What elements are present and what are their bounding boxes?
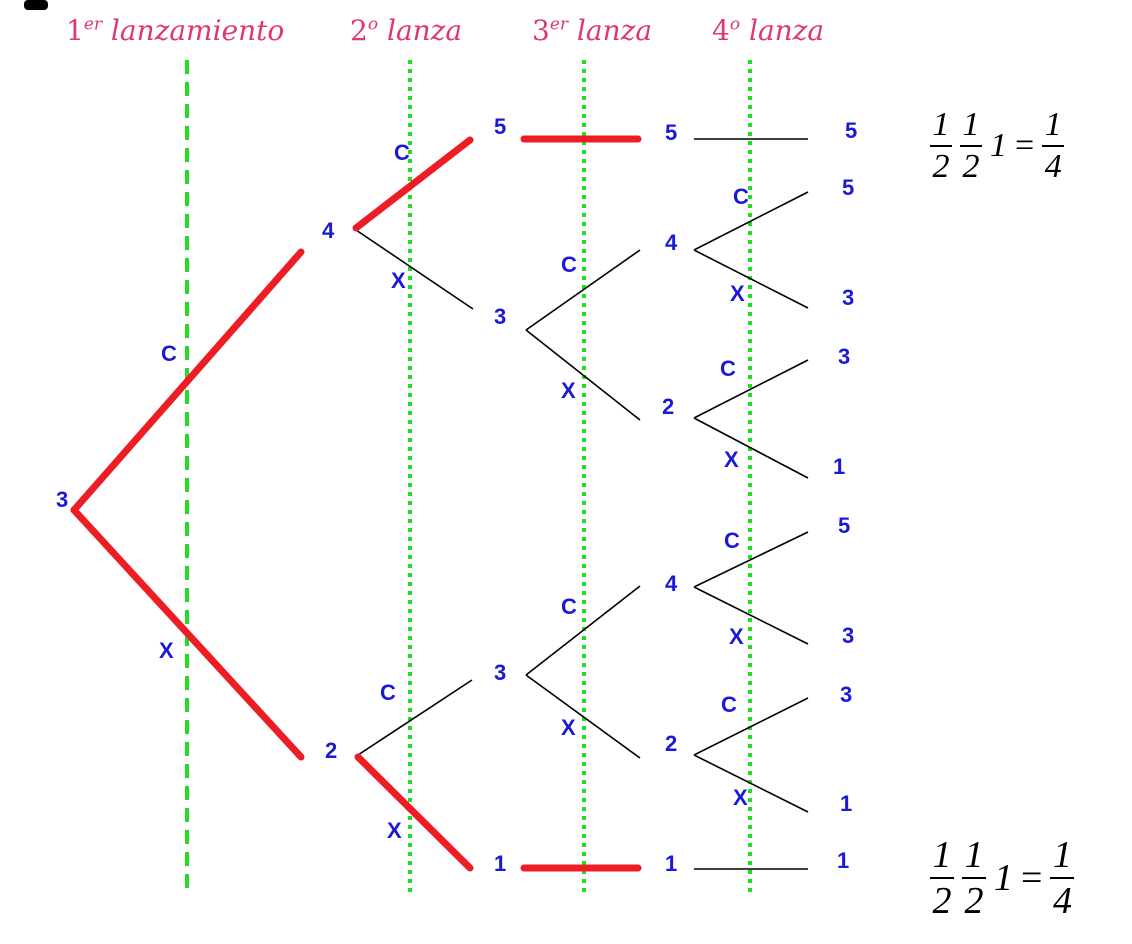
result-bottom-rd: 4: [1052, 880, 1072, 922]
result-bottom-d2: 2: [964, 880, 984, 922]
result-top-frac2: [960, 108, 982, 184]
edge-label-x-1: X: [159, 638, 174, 663]
node-l3-f: 1: [665, 851, 678, 876]
header-second-throw: [350, 14, 462, 47]
node-start: 3: [56, 487, 69, 512]
edge-label-c-6: C: [733, 184, 749, 209]
result-bottom-n1: 1: [932, 834, 952, 876]
result-bottom-n2: 1: [964, 834, 984, 876]
header-third-text: lanza: [576, 14, 653, 47]
branch-3a-to-2: [526, 330, 640, 420]
result-bottom-d1: 2: [932, 880, 952, 922]
result-top: [930, 108, 1072, 184]
node-l1-down: 2: [325, 738, 338, 763]
edge-label-c-2: C: [394, 140, 410, 165]
node-l4-2: 5: [842, 175, 855, 200]
result-bottom-frac2: [962, 836, 986, 920]
result-top-equals: =: [1015, 127, 1035, 164]
result-top-n1: 1: [932, 106, 950, 143]
result-bottom-factor: 1: [994, 857, 1013, 899]
result-top-frac1: [930, 108, 952, 184]
result-bottom: [930, 836, 1082, 920]
branch-2-to-3: [358, 680, 472, 755]
node-l4-4: 3: [838, 344, 851, 369]
node-l4-6: 5: [838, 513, 851, 538]
node-l2-b: 3: [494, 304, 507, 329]
edge-label-c-9: C: [721, 692, 737, 717]
node-l3-e: 2: [665, 731, 678, 756]
result-top-rn: 1: [1044, 106, 1062, 143]
edge-label-c-5: C: [561, 594, 577, 619]
node-l2-c: 3: [494, 660, 507, 685]
node-l2-d: 1: [494, 851, 507, 876]
red-path-4-to-5: [356, 140, 470, 228]
header-third-sup: er: [549, 14, 569, 35]
result-bottom-equals: =: [1021, 857, 1043, 899]
edge-label-c-3: C: [380, 680, 396, 705]
edge-label-x-7: X: [724, 447, 739, 472]
header-second-num: 2: [350, 14, 368, 47]
header-fourth-num: 4: [712, 14, 730, 47]
edge-label-c-7: C: [720, 356, 736, 381]
header-first-sup: er: [83, 14, 103, 35]
header-second-sup: o: [367, 14, 379, 35]
branch-3b-to-4: [526, 586, 640, 675]
node-l3-d: 4: [665, 571, 678, 596]
edge-label-x-8: X: [729, 624, 744, 649]
edge-label-x-9: X: [733, 785, 748, 810]
header-fourth-throw: [712, 14, 824, 47]
header-first-num: 1: [66, 14, 84, 47]
node-l1-up: 4: [322, 218, 335, 243]
edge-label-c-4: C: [561, 252, 577, 277]
edge-label-x-4: X: [561, 378, 576, 403]
branch-4-to-3: [356, 230, 473, 309]
header-second-text: lanza: [386, 14, 463, 47]
cropped-mark: [24, 0, 48, 10]
header-third-throw: [532, 14, 652, 47]
result-bottom-frac1: [930, 836, 954, 920]
result-top-d1: 2: [932, 148, 950, 185]
result-top-factor: 1: [990, 127, 1007, 164]
node-l4-5: 1: [833, 454, 846, 479]
header-third-num: 3: [532, 14, 550, 47]
node-l4-8: 3: [840, 682, 853, 707]
edge-label-c-1: C: [161, 341, 177, 366]
result-top-d2: 2: [962, 148, 980, 185]
node-l3-b: 4: [665, 230, 678, 255]
header-fourth-text: lanza: [748, 14, 825, 47]
node-l3-a: 5: [665, 120, 678, 145]
edge-label-x-2: X: [391, 268, 406, 293]
edge-label-x-3: X: [387, 818, 402, 843]
header-first-text: lanzamiento: [110, 14, 285, 47]
result-bottom-value: [1050, 836, 1074, 920]
node-l4-3: 3: [842, 285, 855, 310]
red-path-2-to-1: [358, 757, 470, 868]
edge-label-x-6: X: [730, 281, 745, 306]
node-l3-c: 2: [662, 394, 675, 419]
header-first-throw: [66, 14, 284, 47]
node-l4-9: 1: [840, 791, 853, 816]
result-top-value: [1042, 108, 1064, 184]
header-fourth-sup: o: [729, 14, 741, 35]
node-l4-7: 3: [842, 623, 855, 648]
node-l4-1: 5: [845, 118, 858, 143]
edge-label-x-5: X: [561, 715, 576, 740]
branch-4b-to-3: [694, 587, 808, 644]
node-l4-10: 1: [837, 848, 850, 873]
result-top-rd: 4: [1044, 148, 1062, 185]
node-l2-a: 5: [494, 114, 507, 139]
result-top-n2: 1: [962, 106, 980, 143]
edge-label-c-8: C: [724, 528, 740, 553]
result-bottom-rn: 1: [1052, 834, 1072, 876]
